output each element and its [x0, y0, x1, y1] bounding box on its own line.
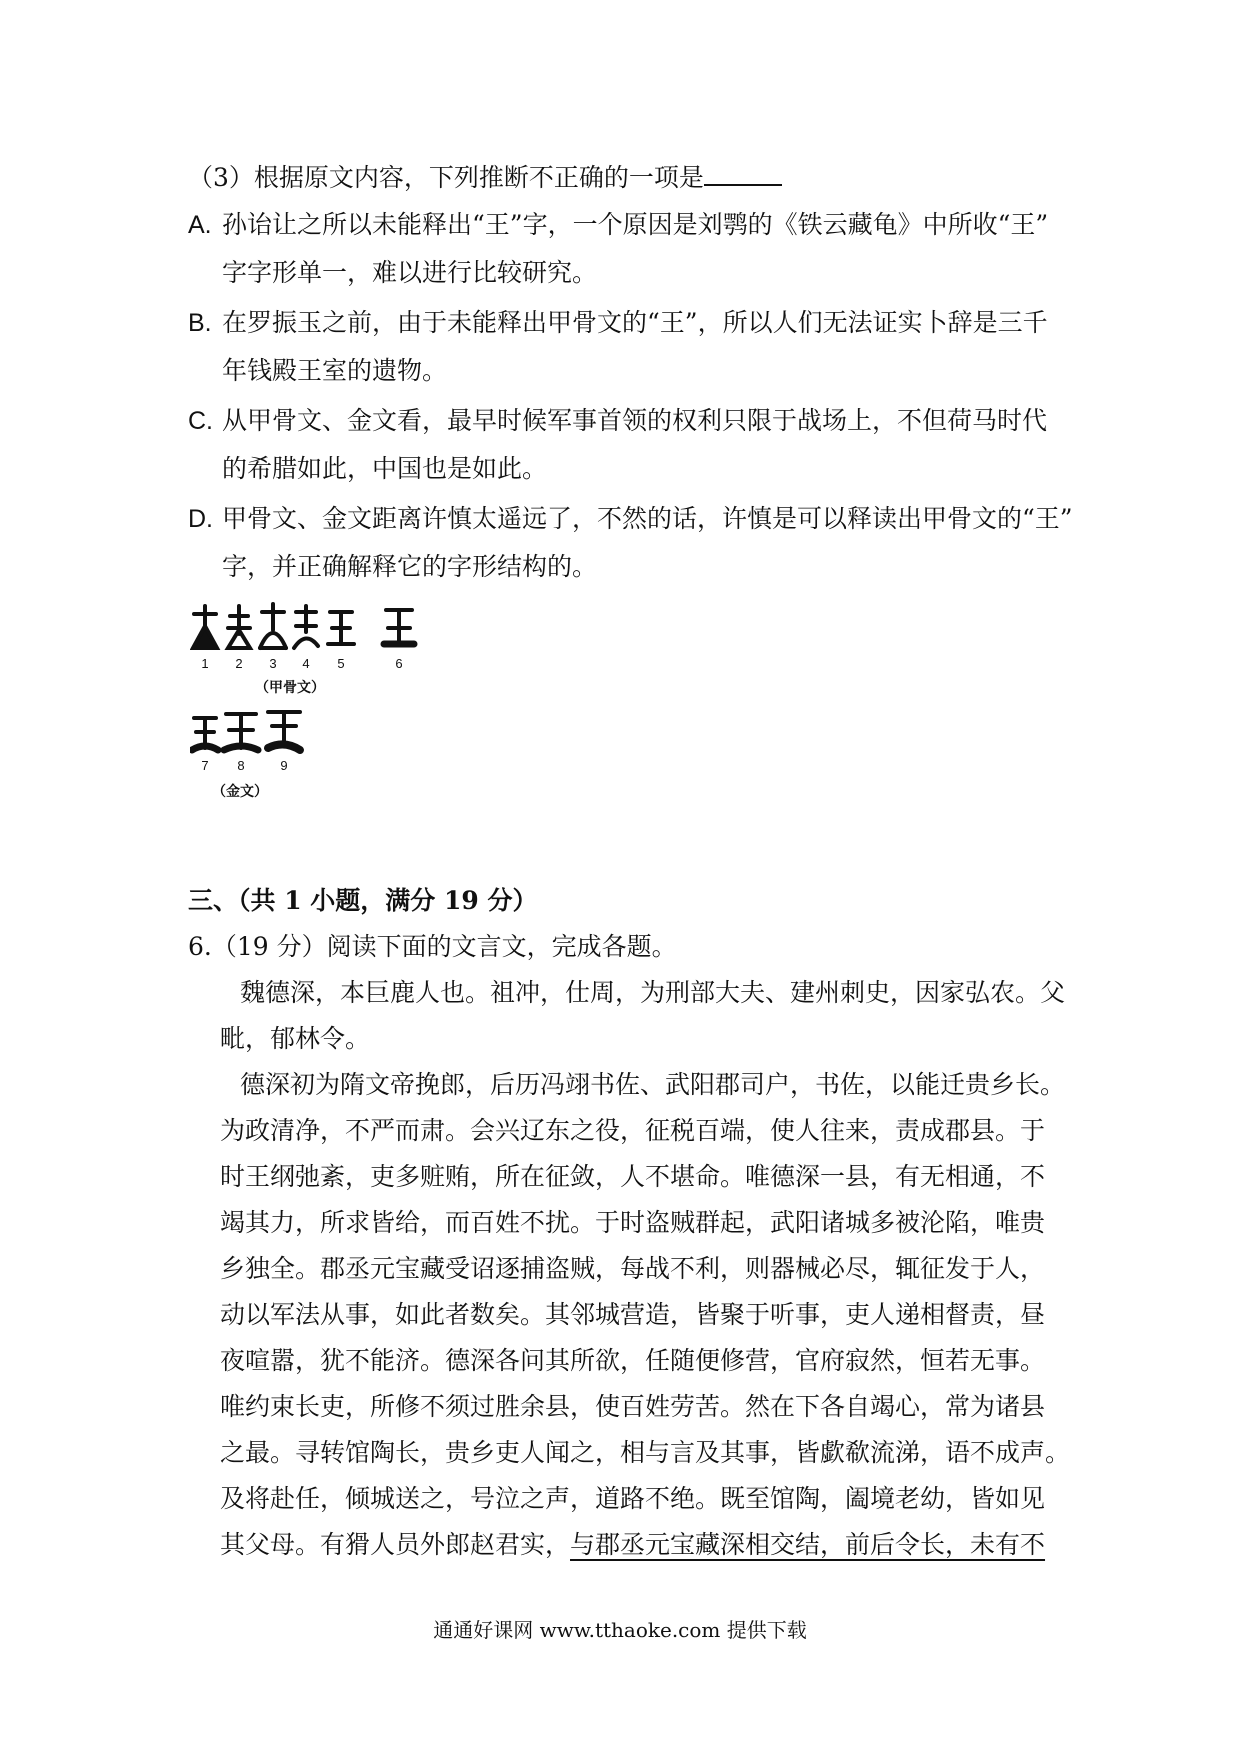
passage-line-5: 乡独全。郡丞元宝藏受诏逐捕盗贼，每战不利，则器械必尽，辄征发于人， [220, 1254, 1046, 1283]
passage-para1-line-2: 毗，郁林令。 [220, 1024, 371, 1053]
option-a-letter: A. [188, 211, 212, 239]
passage-line-7: 夜喧嚣，犹不能济。德深各问其所欲，任随便修营，官府寂然，恒若无事。 [220, 1346, 1046, 1375]
option-b-letter: B. [188, 309, 212, 337]
bronze-glyph-9 [268, 712, 300, 750]
oracle-number-1: 1 [201, 656, 209, 671]
passage-line-2: 为政清净，不严而肃。会兴辽东之役，征税百端，使人往来，责成郡县。于 [220, 1116, 1046, 1145]
option-c [188, 404, 1047, 438]
bronze-number-8: 8 [237, 758, 245, 773]
oracle-glyph-6 [384, 610, 414, 644]
option-c-letter: C. [188, 407, 213, 435]
option-d-letter: D. [188, 505, 213, 533]
question-6-stem: 6.（19 分）阅读下面的文言文，完成各题。 [188, 932, 677, 961]
oracle-glyph-2 [228, 606, 250, 648]
bronze-glyph-7 [192, 718, 218, 750]
oracle-glyph-3 [260, 604, 286, 648]
option-b-line-1: 在罗振玉之前，由于未能释出甲骨文的“王”，所以人们无法证实卜辞是三千 [222, 308, 1048, 337]
passage-line-11-plain: 其父母。有猾人员外郎赵君实， [220, 1530, 571, 1559]
oracle-number-6: 6 [395, 656, 403, 671]
bronze-number-7: 7 [201, 758, 209, 773]
question-3-stem [188, 160, 782, 195]
option-a-line-2: 字字形单一，难以进行比较研究。 [222, 258, 598, 287]
bronze-number-9: 9 [280, 758, 288, 773]
page-footer: 通通好课网 www.tthaoke.com 提供下载 [433, 1618, 807, 1642]
oracle-number-5: 5 [337, 656, 345, 671]
bronze-numbers [201, 758, 287, 773]
oracle-number-2: 2 [235, 656, 243, 671]
option-c-line-2: 的希腊如此，中国也是如此。 [222, 454, 548, 483]
oracle-bone-glyphs [193, 604, 414, 648]
question-3-text: （3）根据原文内容，下列推断不正确的一项是 [188, 163, 704, 192]
underlined-sentence: 与郡丞元宝藏深相交结，前后令长，未有不 [570, 1530, 1046, 1559]
oracle-numbers [201, 656, 402, 671]
wang-character-figure [190, 600, 490, 810]
option-b-line-2: 年钱殿王室的遗物。 [222, 356, 448, 385]
oracle-caption: （甲骨文） [255, 680, 325, 696]
passage-line-9: 之最。寻转馆陶长，贵乡吏人闻之，相与言及其事，皆歔欷流涕，语不成声。 [220, 1438, 1071, 1467]
passage-line-3: 时王纲弛紊，吏多赃贿，所在征敛，人不堪命。唯德深一县，有无相通，不 [220, 1162, 1046, 1191]
passage-line-6: 动以军法从事，如此者数矣。其邻城营造，皆聚于听事，吏人递相督责，昼 [220, 1300, 1046, 1329]
passage-line-11 [220, 1528, 1045, 1562]
oracle-glyph-1 [193, 606, 217, 648]
passage-line-4: 竭其力，所求皆给，而百姓不扰。于时盗贼群起，武阳诸城多被沦陷，唯贵 [220, 1208, 1046, 1237]
option-a [188, 208, 1048, 242]
option-d-line-2: 字，并正确解释它的字形结构的。 [222, 552, 598, 581]
bronze-caption: （金文） [212, 784, 268, 800]
oracle-number-4: 4 [302, 656, 310, 671]
option-d [188, 502, 1073, 536]
oracle-number-3: 3 [269, 656, 277, 671]
answer-blank[interactable] [704, 160, 782, 186]
oracle-glyph-4 [294, 606, 318, 648]
bronze-glyph-8 [224, 714, 258, 750]
option-a-line-1: 孙诒让之所以未能释出“王”字，一个原因是刘鹗的《铁云藏龟》中所收“王” [222, 210, 1049, 239]
oracle-glyph-5 [328, 612, 354, 644]
passage-line-10: 及将赴任，倾城送之，号泣之声，道路不绝。既至馆陶，阖境老幼，皆如见 [220, 1484, 1046, 1513]
bronze-glyphs [192, 712, 300, 750]
section-3-heading: 三、（共 1 小题，满分 19 分） [188, 886, 538, 915]
option-b [188, 306, 1048, 340]
option-d-line-1: 甲骨文、金文距离许慎太遥远了，不然的话，许慎是可以释读出甲骨文的“王” [222, 504, 1073, 533]
passage-line-1: 德深初为隋文帝挽郎，后历冯翊书佐、武阳郡司户，书佐，以能迁贵乡长。 [240, 1070, 1066, 1099]
option-c-line-1: 从甲骨文、金文看，最早时候军事首领的权利只限于战场上，不但荷马时代 [222, 406, 1048, 435]
passage-line-8: 唯约束长吏，所修不须过胜余县，使百姓劳苦。然在下各自竭心，常为诸县 [220, 1392, 1046, 1421]
passage-para1-line-1: 魏德深，本巨鹿人也。祖冲，仕周，为刑部大夫、建州刺史，因家弘农。父 [240, 978, 1066, 1007]
